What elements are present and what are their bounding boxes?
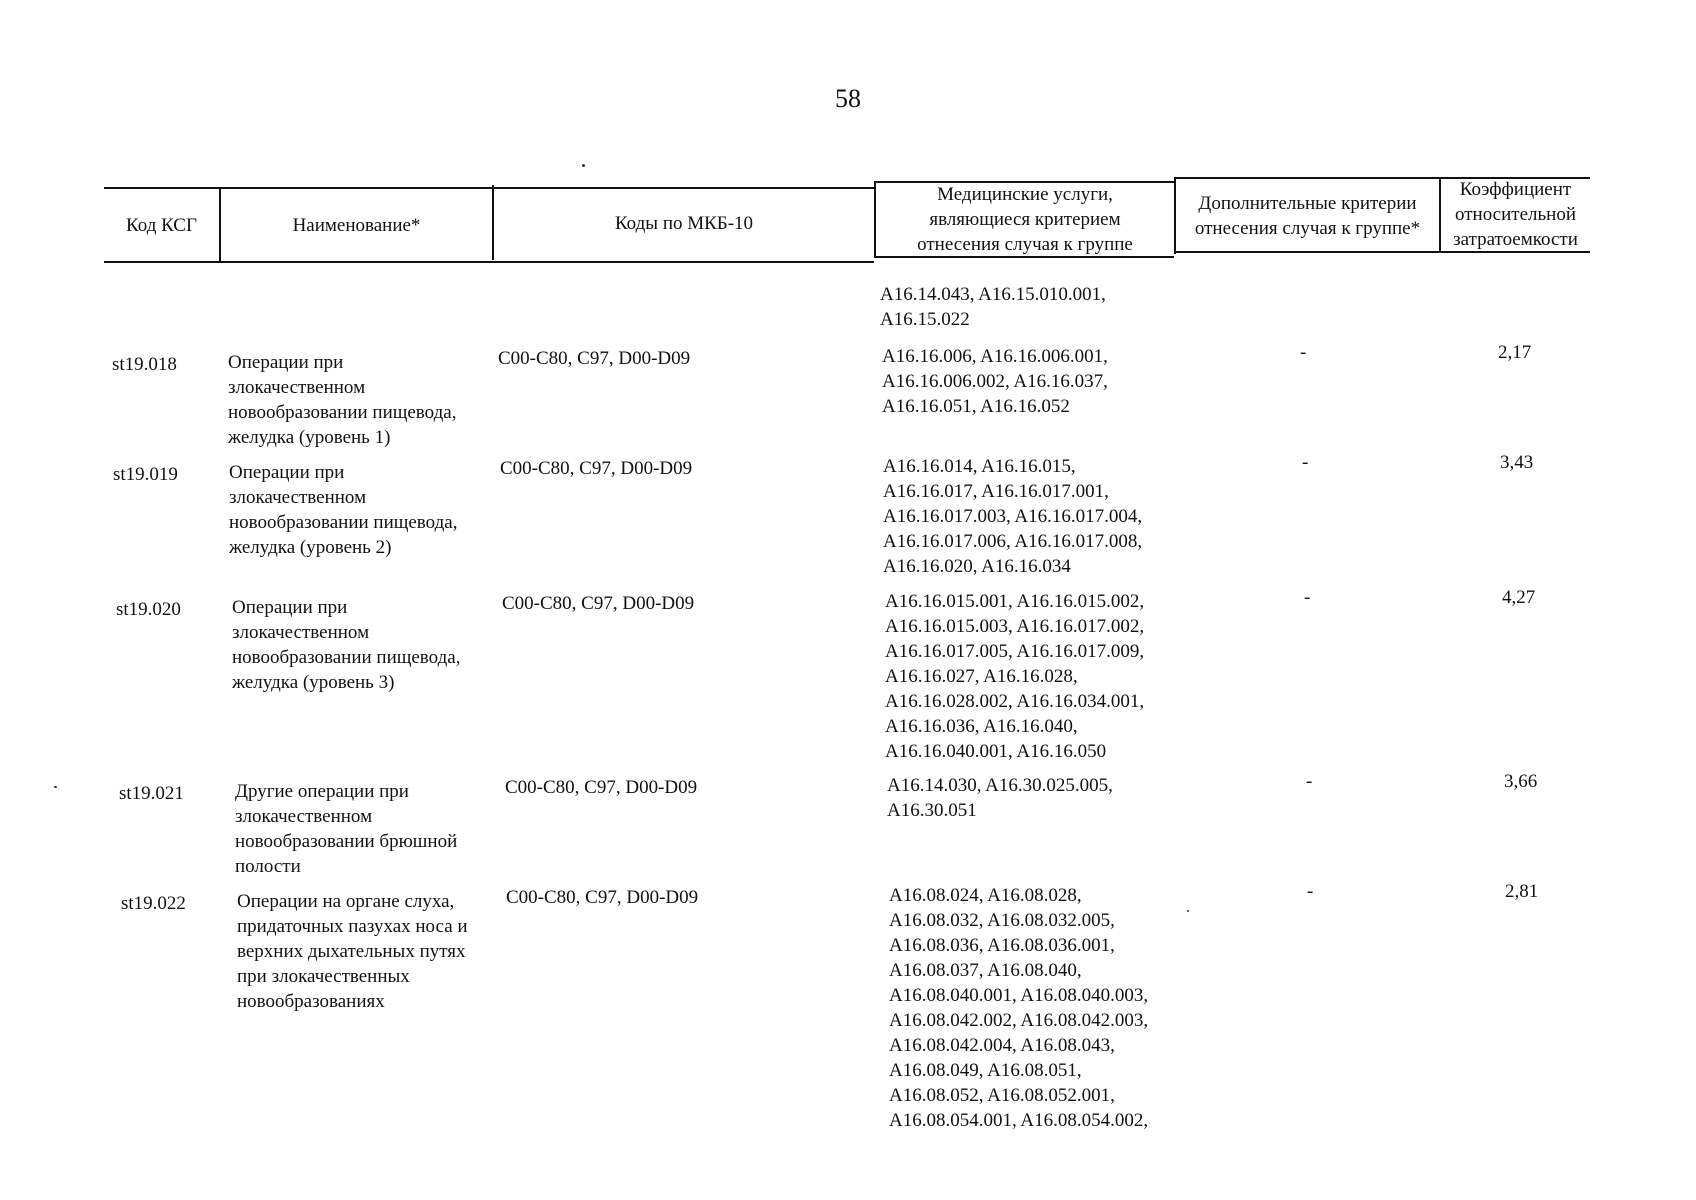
row-name: Операции на органе слуха, придаточных пазухах носа и верхних дыхательных путях при злокачественных новообразованиях xyxy=(237,891,468,1012)
header-services: Медицинские услуги, являющиеся критерием отнесения случая к группе xyxy=(917,183,1133,255)
row-coef: 4,27 xyxy=(1502,587,1536,608)
row-services: A16.16.015.001, A16.16.015.002, A16.16.015.003, A16.16.017.002, A16.16.017.005, A16.16.017.009, A16.16.027, A16.16.028, A16.16.028.002, A16.16.034.001, A16.16.036, A16.16.040, A16.16.040.001, A16.16.050 xyxy=(885,591,1145,762)
header-icd: Коды по МКБ-10 xyxy=(614,212,754,234)
row-code: st19.018 xyxy=(112,354,177,375)
row-extra: - xyxy=(1306,771,1313,792)
header-coef: Коэффициент относительной затратоемкости xyxy=(1453,178,1578,250)
header-bottom-rule xyxy=(104,261,874,263)
row-code: st19.021 xyxy=(119,783,184,804)
row-extra: - xyxy=(1302,452,1309,473)
scan-speck xyxy=(54,786,57,788)
row-extra: - xyxy=(1300,342,1307,363)
scan-speck xyxy=(582,164,585,167)
row-extra: - xyxy=(1307,881,1314,902)
row-icd: C00-C80, C97, D00-D09 xyxy=(500,458,693,479)
row-services: A16.16.014, A16.16.015, A16.16.017, A16.16.017.001, A16.16.017.003, A16.16.017.004, A16.16.017.006, A16.16.017.008, A16.16.020, A16.16.034 xyxy=(883,456,1143,577)
row-icd: C00-C80, C97, D00-D09 xyxy=(498,348,691,369)
row-extra: - xyxy=(1304,587,1311,608)
page-number: 58 xyxy=(835,84,861,113)
row-services: A16.16.006, A16.16.006.001, A16.16.006.002, A16.16.037, A16.16.051, A16.16.052 xyxy=(882,346,1108,417)
row-coef: 2,17 xyxy=(1498,342,1532,363)
row-services: A16.08.024, A16.08.028, A16.08.032, A16.08.032.005, A16.08.036, A16.08.036.001, A16.08.037, A16.08.040, A16.08.040.001, A16.08.040.003, A16.08.042.002, A16.08.042.003, A16.08.042.004, A16.08.043, A16.08.049, A16.08.051, A16.08.052, A16.08.052.001, A16.08.054.001, A16.08.054.002, xyxy=(889,885,1149,1131)
header-name: Наименование* xyxy=(292,214,421,236)
row-name: Операции при злокачественном новообразовании пищевода, желудка (уровень 3) xyxy=(232,597,461,693)
continuation-services: A16.14.043, A16.15.010.001, A16.15.022 xyxy=(880,284,1106,330)
row-name: Операции при злокачественном новообразовании пищевода, желудка (уровень 1) xyxy=(228,352,457,448)
row-name: Операции при злокачественном новообразовании пищевода, желудка (уровень 2) xyxy=(229,462,458,558)
row-icd: C00-C80, C97, D00-D09 xyxy=(506,887,699,908)
row-icd: C00-C80, C97, D00-D09 xyxy=(502,593,695,614)
row-icd: C00-C80, C97, D00-D09 xyxy=(505,777,698,798)
header-code: Код КСГ xyxy=(126,214,197,236)
row-coef: 2,81 xyxy=(1505,881,1539,902)
row-name: Другие операции при злокачественном новообразовании брюшной полости xyxy=(235,781,458,877)
row-code: st19.022 xyxy=(121,893,186,914)
row-code: st19.020 xyxy=(116,599,181,620)
row-coef: 3,43 xyxy=(1500,452,1534,473)
row-services: A16.14.030, A16.30.025.005, A16.30.051 xyxy=(887,775,1113,821)
row-coef: 3,66 xyxy=(1504,771,1538,792)
row-code: st19.019 xyxy=(113,464,178,485)
header-extra: Дополнительные критерии отнесения случая к группе* xyxy=(1194,193,1421,239)
